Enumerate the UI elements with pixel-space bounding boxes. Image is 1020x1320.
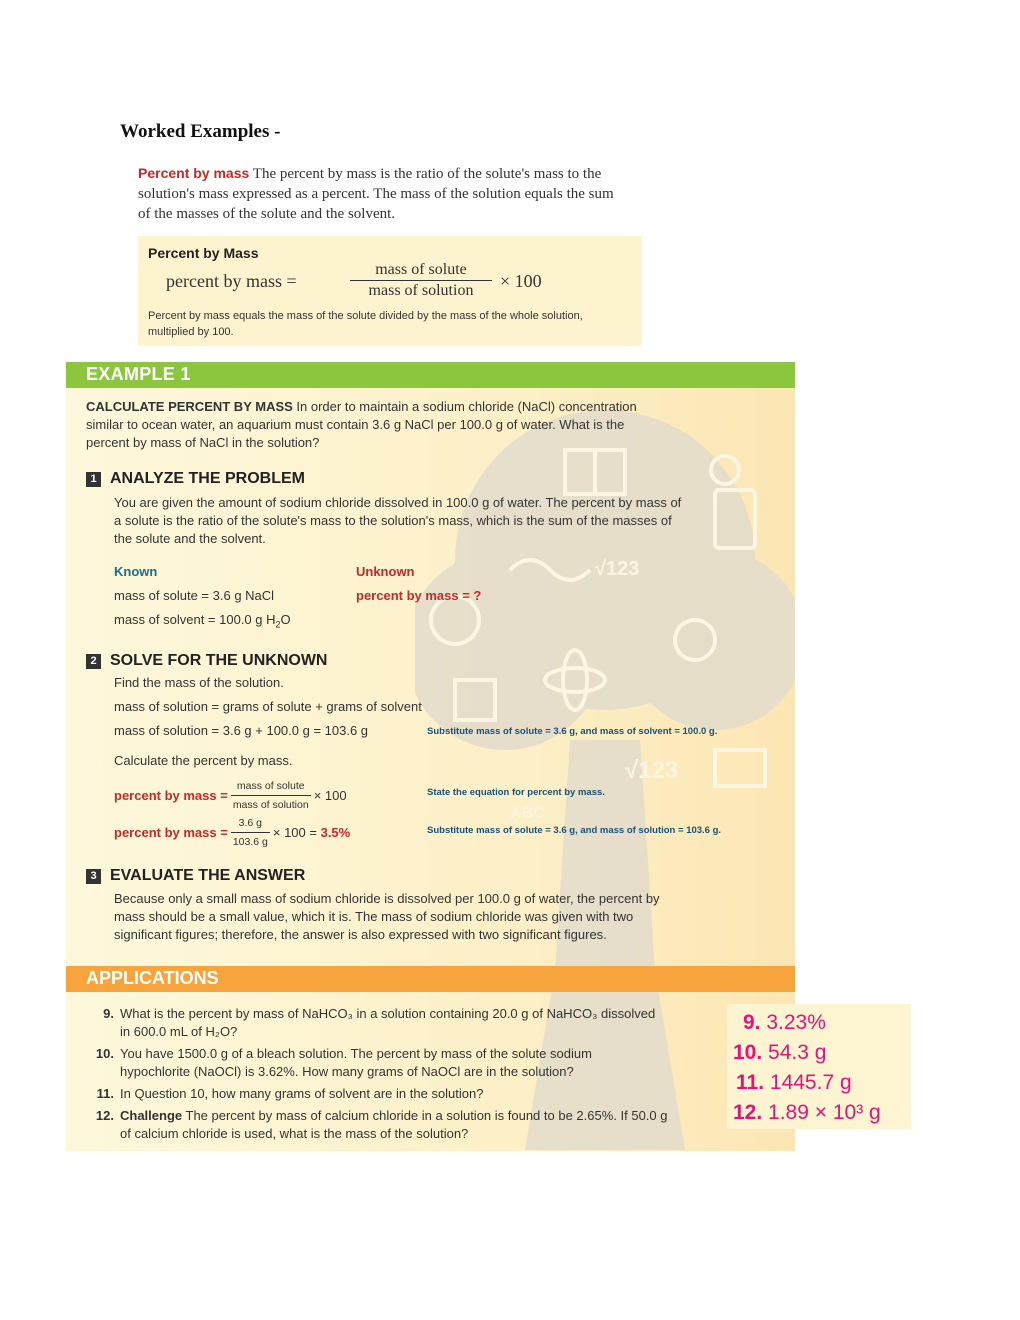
answer-11-number: 11. [736,1071,765,1094]
solve-line-3: mass of solution = 3.6 g + 100.0 g = 103.6 g [114,723,369,738]
section-3-text: Because only a small mass of sodium chloride is dissolved per 100.0 g of water, the percent by mass should be a small value, which it is. The mass of sodium chloride was given with two significant figures; therefore, the answer is also expressed with two significant figures. [114,891,660,942]
section-3-label: EVALUATE THE ANSWER [110,867,306,884]
known-label: Known [114,564,158,579]
solve-note-5: State the equation for percent by mass. [427,787,605,798]
question-10-number: 10. [95,1046,114,1061]
intro-paragraph [138,163,628,224]
formula-lhs: percent by mass = [166,271,297,291]
question-12 [86,1107,676,1143]
answer-9 [743,1008,826,1038]
solve-line-1: Find the mass of the solution. [114,675,284,690]
equation-1-denominator: mass of solution [232,799,309,811]
known-item-2-post: O [280,612,291,627]
question-9 [86,1005,661,1041]
answer-9-number: 9. [743,1011,761,1034]
intro-text: The percent by mass is the ratio of the solute's mass to the solution's mass expressed as a percent. The mass of the solution equals the sum of the masses of the solute and the solvent. [138,166,614,222]
known-item-2-pre: mass of solvent = 100.0 g H [114,612,276,627]
solve-note-3: Substitute mass of solute = 3.6 g, and mass of solvent = 100.0 g. [427,726,718,737]
answer-10-value: 54.3 g [768,1041,827,1064]
problem-title: CALCULATE PERCENT BY MASS [86,399,293,414]
formula-numerator: mass of solute [350,261,492,281]
question-11-number: 11. [96,1086,114,1101]
solve-line-2: mass of solution = grams of solute + grams of solvent [114,699,422,714]
equation-1 [114,777,347,814]
answer-11 [736,1068,852,1098]
section-1-number: 1 [86,472,101,487]
equation-2-fraction [231,814,270,851]
equation-2-result: 3.5% [320,824,351,840]
solve-line-4: Calculate the percent by mass. [114,753,293,768]
section-2-label: SOLVE FOR THE UNKNOWN [110,652,328,669]
equation-2 [114,814,350,851]
question-12-text: The percent by mass of calcium chloride in a solution is found to be 2.65%. If 50.0 g of calcium chloride is used, what is the mass of the solution? [120,1108,668,1141]
question-9-number: 9. [103,1006,114,1021]
section-3-number: 3 [86,869,101,884]
formula-box-title: Percent by Mass [148,245,259,261]
problem-text: In order to maintain a sodium chloride (NaCl) concentration similar to ocean water, an aquarium must contain 3.6 g NaCl per 100.0 g of water. What is the percent by mass of NaCl in the solution? [86,399,637,450]
answer-12 [733,1098,881,1128]
section-1-title [86,470,305,488]
equation-1-fraction [231,777,311,814]
tree-label-b: √123 [625,757,679,784]
question-12-number: 12. [95,1108,114,1123]
answer-12-value: 1.89 × 10³ g [768,1101,881,1124]
question-9-text: What is the percent by mass of NaHCO₃ in a solution containing 20.0 g of NaHCO₃ dissolved in 600.0 mL of H₂O? [120,1006,656,1039]
formula-denominator: mass of solution [368,282,474,299]
page-heading: Worked Examples - [120,121,281,142]
equation-1-lhs: percent by mass = [114,787,228,803]
applications-label: APPLICATIONS [86,968,219,988]
equation-2-rhs: × 100 = [272,824,317,840]
equation-2-numerator: 3.6 g [231,814,270,833]
answer-12-number: 12. [733,1101,763,1124]
question-11-text: In Question 10, how many grams of solvent are in the solution? [120,1086,484,1101]
equation-1-rhs: × 100 [313,787,347,803]
intro-term: Percent by mass [138,165,250,181]
formula-fraction [350,261,492,300]
question-10 [86,1045,661,1081]
question-11 [86,1085,661,1103]
question-12-challenge: Challenge [120,1108,183,1123]
tree-label-c: ABC [510,805,545,822]
section-3-title [86,867,305,885]
section-1-text: You are given the amount of sodium chloride dissolved in 100.0 g of water. The percent by mass of a solute is the ratio of the solute's mass to the solution's mass, which is the sum of the masses of the solute and the solvent. [114,495,682,546]
unknown-item-1: percent by mass = ? [356,588,482,603]
answer-10 [733,1038,826,1068]
section-2-number: 2 [86,654,101,669]
known-item-1: mass of solute = 3.6 g NaCl [114,588,275,603]
section-1-label: ANALYZE THE PROBLEM [110,470,305,487]
problem-statement [86,398,646,452]
unknown-label: Unknown [356,564,415,579]
laptop-icon [715,750,765,786]
formula-multiplier: × 100 [500,271,542,291]
example-label: EXAMPLE 1 [86,364,191,384]
answer-11-value: 1445.7 g [769,1071,852,1094]
known-item-2-sub: 2 [275,619,281,630]
equation-2-denominator: 103.6 g [232,836,268,848]
known-item-2 [114,611,291,634]
question-10-text: You have 1500.0 g of a bleach solution. The percent by mass of the solute sodium hypochlorite (NaOCl) is 3.62%. How many grams of NaOCl are in the solution? [120,1046,592,1079]
formula-note: Percent by mass equals the mass of the solute divided by the mass of the whole solution, multiplied by 100. [148,310,583,338]
solve-note-6: Substitute mass of solute = 3.6 g, and mass of solution = 103.6 g. [427,825,722,836]
answer-9-value: 3.23% [766,1011,826,1034]
tree-label-a: √123 [595,558,640,580]
equation-1-numerator: mass of solute [231,777,311,796]
equation-2-lhs: percent by mass = [114,824,228,840]
section-2-title [86,652,327,670]
answer-10-number: 10. [733,1041,763,1064]
